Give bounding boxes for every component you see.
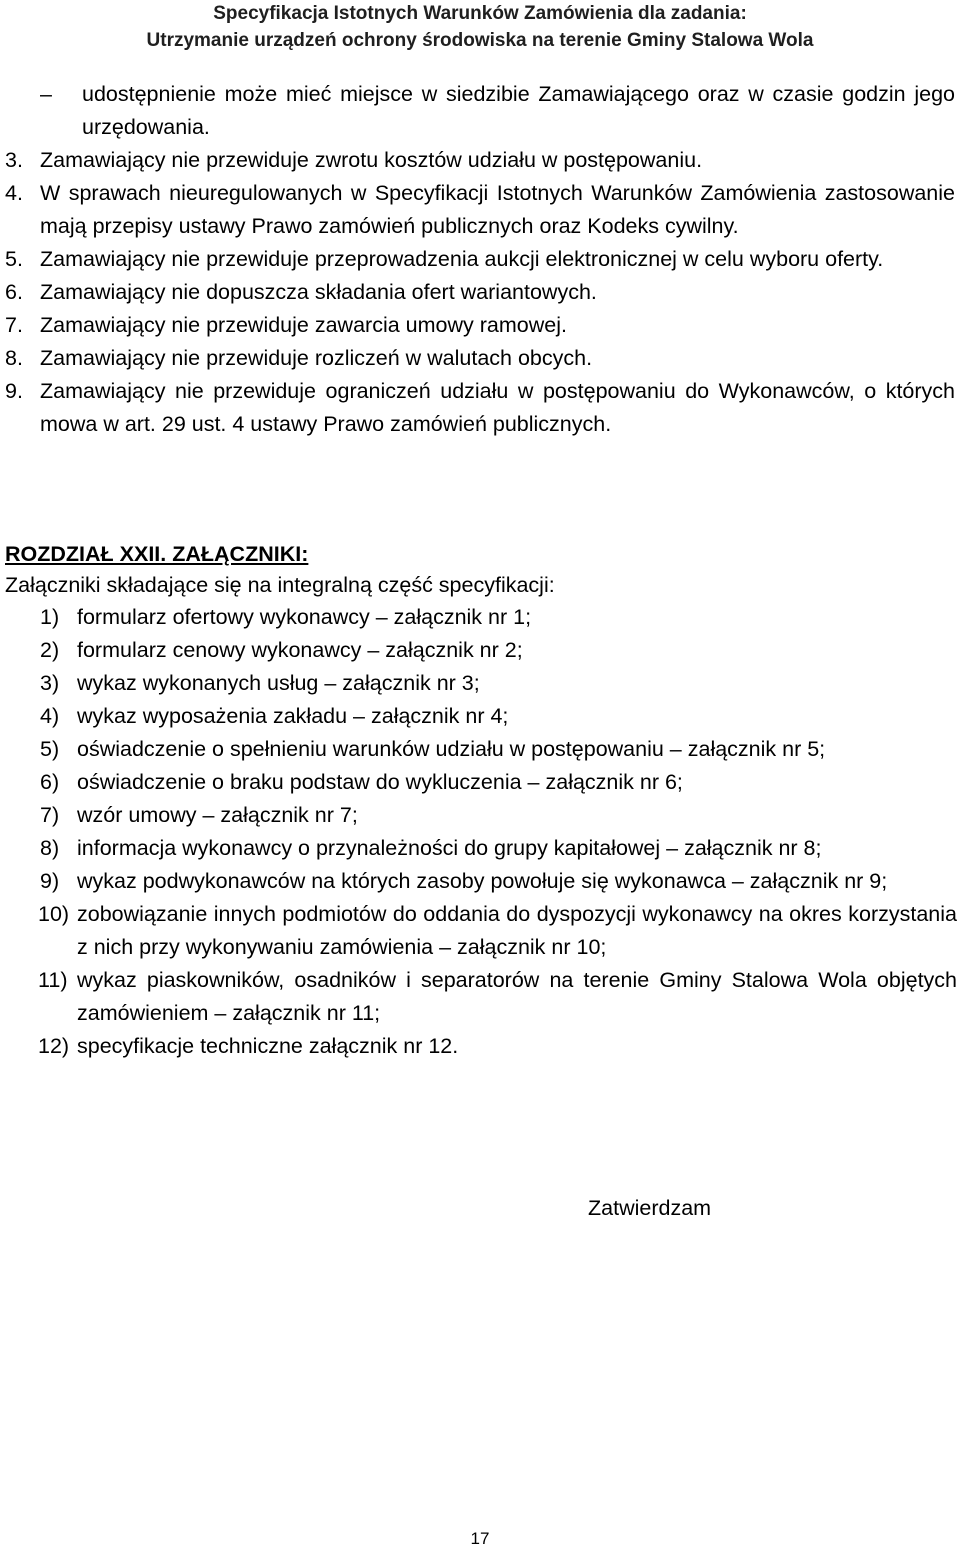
list-marker: 5) [40,737,60,761]
list-item-text: formularz ofertowy wykonawcy – załącznik nr 1; [77,605,532,629]
list-item-text: Zamawiający nie przewiduje ograniczeń udziału w postępowaniu do Wykonawców, o których mowa w art. 29 ust. 4 ustawy Prawo zamówień publicznych. [40,379,955,436]
section-intro: Załączniki składające się na integralną część specyfikacji: [5,573,555,597]
list-item-text: Zamawiający nie przewiduje przeprowadzenia aukcji elektronicznej w celu wyboru oferty. [40,247,884,271]
list-marker: 9. [5,379,23,403]
list-marker: 3) [40,671,60,695]
list-marker: 5. [5,247,23,271]
list-marker: 4) [40,704,60,728]
list-item [0,144,955,177]
list-item [0,78,955,144]
list-marker: 7. [5,313,23,337]
list-marker: 2) [40,638,60,662]
attachments-list [0,601,960,1063]
list-item-text: W sprawach nieuregulowanych w Specyfikacji Istotnych Warunków Zamówienia zastosowanie mają przepisy ustawy Prawo zamówień publicznych oraz Kodeks cywilny. [40,181,955,238]
conditions-list [0,78,960,441]
list-item [0,375,955,441]
header-title-line-1: Specyfikacja Istotnych Warunków Zamówienia dla zadania: [213,3,747,24]
list-item-text: Zamawiający nie przewiduje zawarcia umowy ramowej. [40,313,567,337]
list-marker: 4. [5,181,23,205]
list-marker: 8) [40,836,60,860]
list-marker: – [40,82,52,106]
list-marker: 9) [40,869,60,893]
list-item [0,865,957,898]
list-item [0,634,957,667]
list-item [0,177,955,243]
list-item [0,667,957,700]
list-item-text: wykaz piaskowników, osadników i separatorów na terenie Gminy Stalowa Wola objętych zamówieniem – załącznik nr 11; [77,968,957,1025]
list-marker: 1) [40,605,60,629]
list-item [0,342,955,375]
list-item-text: wzór umowy – załącznik nr 7; [77,803,358,827]
list-item-text: informacja wykonawcy o przynależności do grupy kapitałowej – załącznik nr 8; [77,836,822,860]
list-marker: 12) [38,1034,70,1058]
list-item-text: wykaz podwykonawców na których zasoby powołuje się wykonawca – załącznik nr 9; [77,869,888,893]
list-item [0,964,957,1030]
list-item [0,276,955,309]
section-title: ROZDZIAŁ XXII. ZAŁĄCZNIKI: [5,542,309,566]
list-item [0,898,957,964]
list-marker: 6. [5,280,23,304]
list-item [0,243,955,276]
list-item [0,1030,957,1063]
list-item-text: Zamawiający nie dopuszcza składania ofert wariantowych. [40,280,597,304]
list-item-text: Zamawiający nie przewiduje rozliczeń w walutach obcych. [40,346,593,370]
list-item-text: oświadczenie o braku podstaw do wykluczenia – załącznik nr 6; [77,770,683,794]
list-item-text: specyfikacje techniczne załącznik nr 12. [77,1034,459,1058]
list-item-text: wykaz wykonanych usług – załącznik nr 3; [77,671,480,695]
list-item-text: udostępnienie może mieć miejsce w siedzibie Zamawiającego oraz w czasie godzin jego urzędowania. [82,82,955,139]
list-marker: 3. [5,148,23,172]
list-item [0,700,957,733]
list-item-text: zobowiązanie innych podmiotów do oddania do dyspozycji wykonawcy na okres korzystania z nich przy wykonywaniu zamówienia – załącznik nr 10; [77,902,957,959]
list-item-text: Zamawiający nie przewiduje zwrotu kosztów udziału w postępowaniu. [40,148,703,172]
list-item [0,766,957,799]
page-number: 17 [470,1529,490,1548]
list-item-text: formularz cenowy wykonawcy – załącznik nr 2; [77,638,523,662]
list-item [0,832,957,865]
list-marker: 7) [40,803,60,827]
header-title-line-2: Utrzymanie urządzeń ochrony środowiska na terenie Gminy Stalowa Wola [146,30,814,51]
list-item-text: wykaz wyposażenia zakładu – załącznik nr 4; [77,704,509,728]
list-item [0,799,957,832]
list-marker: 11) [38,968,68,992]
list-item [0,309,955,342]
list-item-text: oświadczenie o spełnieniu warunków udziału w postępowaniu – załącznik nr 5; [77,737,826,761]
list-item [0,733,957,766]
approval-label: Zatwierdzam [588,1196,712,1220]
list-item [0,601,957,634]
list-marker: 6) [40,770,60,794]
list-marker: 8. [5,346,23,370]
list-marker: 10) [38,902,70,926]
